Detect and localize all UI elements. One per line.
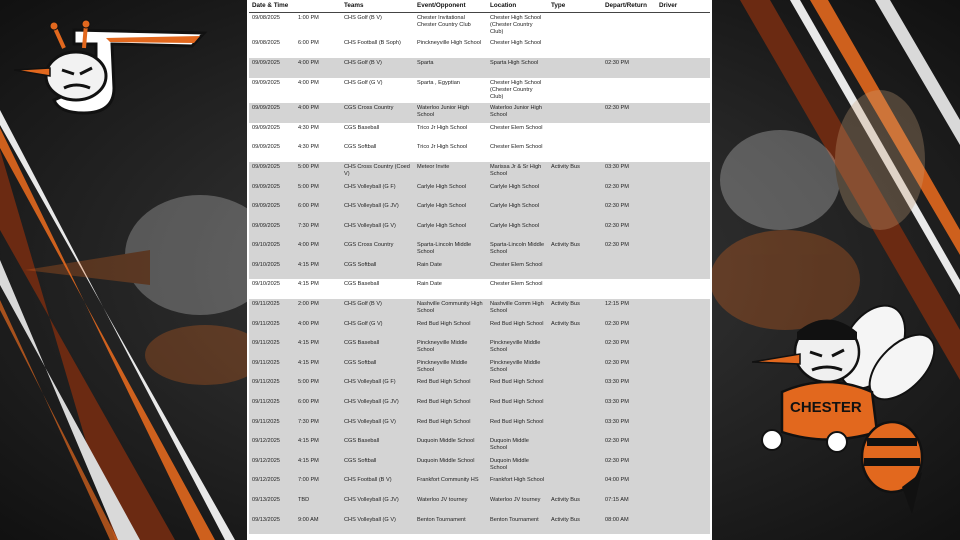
cell-driver [656, 338, 710, 358]
cell-time: 4:00 PM [295, 240, 341, 260]
cell-team: CHS Volleyball (G V) [341, 515, 414, 535]
cell-depart: 02:30 PM [602, 58, 656, 78]
cell-time: 4:15 PM [295, 260, 341, 280]
cell-time: 7:00 PM [295, 475, 341, 495]
table-header-row [249, 0, 710, 13]
cell-driver [656, 417, 710, 437]
cell-depart [602, 123, 656, 143]
cell-depart: 07:15 AM [602, 495, 656, 515]
cell-team: CGS Baseball [344, 281, 380, 288]
cell-date: 09/09/2025 [249, 103, 295, 123]
cell-location: Chester Elem School [490, 281, 543, 288]
cell-location: Waterloo Junior High School [487, 103, 548, 123]
cell-team: CHS Golf (G V) [341, 319, 414, 339]
cell-time: 4:15 PM [295, 338, 341, 358]
cell-type [548, 13, 602, 39]
cell-event: Carlyle High School [414, 201, 487, 221]
cell-event: Rain Date [414, 260, 487, 280]
cell-event: Red Bud High School [414, 319, 487, 339]
cell-driver [656, 279, 710, 299]
cell-date: 09/10/2025 [249, 260, 295, 280]
cell-time: 6:00 PM [295, 201, 341, 221]
cell-type [548, 456, 602, 476]
cell-team: CHS Football (B Soph) [344, 40, 401, 47]
cell-date: 09/11/2025 [249, 299, 295, 319]
cell-team: CHS Golf (B V) [344, 15, 382, 21]
cell-date: 09/10/2025 [249, 240, 295, 260]
cell-date: 09/09/2025 [252, 124, 280, 131]
cell-date: 09/12/2025 [249, 475, 295, 495]
table-row [249, 279, 710, 299]
cell-date: 09/11/2025 [249, 319, 295, 339]
cell-driver [656, 260, 710, 280]
cell-event: Duquoin Middle School [414, 436, 487, 456]
cell-location: Benton Tournament [487, 515, 548, 535]
cell-depart [602, 78, 656, 103]
cell-type [548, 182, 602, 202]
cell-team: CHS Volleyball (G JV) [341, 495, 414, 515]
cell-time: 4:15 PM [295, 358, 341, 378]
cell-driver [656, 475, 710, 495]
cell-depart [602, 279, 656, 299]
cell-time: 7:30 PM [295, 221, 341, 241]
cell-event: Trico Jr High School [417, 124, 468, 131]
cell-team: CGS Softball [341, 456, 414, 476]
cell-location: Chester Elem School [490, 144, 543, 151]
cell-time: TBD [295, 495, 341, 515]
cell-date: 09/11/2025 [249, 377, 295, 397]
table-row [249, 13, 710, 39]
cell-type: Activity Bus [548, 495, 602, 515]
col-event: Event/Opponent [414, 0, 487, 13]
cell-type: Activity Bus [548, 515, 602, 535]
cell-team: CGS Baseball [341, 338, 414, 358]
col-location: Location [487, 0, 548, 13]
cell-date: 09/08/2025 [252, 40, 280, 47]
cell-location: Red Bud High School [487, 417, 548, 437]
cell-driver [656, 436, 710, 456]
table-row [249, 103, 710, 123]
cell-type [548, 123, 602, 143]
cell-type [548, 201, 602, 221]
cell-location: Chester High School [490, 40, 542, 47]
cell-location: Red Bud High School [487, 377, 548, 397]
cell-type: Activity Bus [548, 319, 602, 339]
cell-depart: 02:30 PM [602, 358, 656, 378]
cell-type [548, 103, 602, 123]
cell-date: 09/13/2025 [249, 515, 295, 535]
cell-event: Carlyle High School [414, 221, 487, 241]
cell-location: Chester Elem School [490, 124, 543, 131]
cell-team: CHS Volleyball (G JV) [341, 201, 414, 221]
cell-driver [656, 319, 710, 339]
cell-type [548, 58, 602, 78]
cell-type [548, 436, 602, 456]
cell-depart: 02:30 PM [602, 103, 656, 123]
cell-depart: 02:30 PM [602, 338, 656, 358]
cell-time: 6:00 PM [298, 40, 319, 47]
table-row [249, 338, 710, 358]
cell-time: 4:15 PM [295, 436, 341, 456]
cell-time: 5:00 PM [295, 182, 341, 202]
cell-date: 09/09/2025 [249, 182, 295, 202]
table-row [249, 78, 710, 103]
cell-depart: 02:30 PM [602, 221, 656, 241]
table-row [249, 240, 710, 260]
cell-date: 09/09/2025 [249, 162, 295, 182]
cell-depart: 02:30 PM [602, 319, 656, 339]
cell-driver [656, 142, 710, 162]
cell-location: Red Bud High School [487, 319, 548, 339]
cell-date: 09/12/2025 [249, 436, 295, 456]
cell-time: 5:00 PM [295, 377, 341, 397]
table-row [249, 377, 710, 397]
cell-location: Sparta-Lincoln Middle School [487, 240, 548, 260]
cell-driver [656, 13, 710, 39]
table-row [249, 299, 710, 319]
cell-driver [656, 103, 710, 123]
cell-type [548, 397, 602, 417]
cell-depart: 02:30 PM [602, 456, 656, 476]
cell-type [548, 221, 602, 241]
cell-type [548, 475, 602, 495]
cell-depart [602, 142, 656, 162]
cell-driver [656, 397, 710, 417]
cell-date: 09/11/2025 [249, 358, 295, 378]
cell-event: Rain Date [417, 281, 442, 288]
cell-driver [656, 58, 710, 78]
col-time [295, 0, 341, 13]
cell-driver [656, 38, 710, 58]
cell-location: Red Bud High School [487, 397, 548, 417]
cell-location: Marissa Jr & Sr High School [487, 162, 548, 182]
cell-type [548, 260, 602, 280]
cell-date: 09/08/2025 [252, 15, 280, 21]
cell-team: CHS Volleyball (G V) [341, 417, 414, 437]
cell-team: CGS Cross Country [341, 103, 414, 123]
cell-time: 6:00 PM [295, 397, 341, 417]
cell-time: 4:00 PM [298, 79, 319, 86]
cell-event: Waterloo Junior High School [414, 103, 487, 123]
cell-team: CGS Softball [344, 144, 377, 151]
cell-depart: 08:00 AM [602, 515, 656, 535]
cell-driver [656, 123, 710, 143]
cell-date: 09/11/2025 [249, 397, 295, 417]
cell-location: Chester High School (Chester Country Club) [490, 79, 542, 100]
cell-event: Pinckneyville High School [417, 40, 482, 47]
cell-depart: 03:30 PM [602, 162, 656, 182]
table-row [249, 260, 710, 280]
cell-driver [656, 162, 710, 182]
cell-date: 09/13/2025 [249, 495, 295, 515]
cell-event: Carlyle High School [414, 182, 487, 202]
cell-type [548, 377, 602, 397]
cell-type [548, 279, 602, 299]
cell-team: CHS Volleyball (G V) [341, 221, 414, 241]
hornet-logo [14, 18, 214, 118]
cell-time: 4:30 PM [298, 124, 319, 131]
cell-type [548, 417, 602, 437]
table-row [249, 38, 710, 58]
cell-depart: 02:30 PM [602, 240, 656, 260]
cell-location: Chester High School (Chester Country Club) [490, 15, 542, 36]
cell-depart: 03:30 PM [602, 377, 656, 397]
cell-depart: 03:30 PM [602, 417, 656, 437]
cell-event: Sparta [414, 58, 487, 78]
cell-team: CGS Softball [341, 358, 414, 378]
cell-location: Frankfort High School [487, 475, 548, 495]
table-row [249, 417, 710, 437]
cell-date: 09/12/2025 [249, 456, 295, 476]
cell-driver [656, 240, 710, 260]
table-row [249, 436, 710, 456]
table-row [249, 123, 710, 143]
cell-location: Carlyle High School [487, 221, 548, 241]
col-driver: Driver [656, 0, 710, 13]
cell-driver [656, 201, 710, 221]
table-row [249, 221, 710, 241]
cell-date: 09/11/2025 [249, 417, 295, 437]
cell-date: 09/09/2025 [249, 221, 295, 241]
cell-team: CHS Golf (B V) [341, 58, 414, 78]
col-type: Type [548, 0, 602, 13]
cell-time: 5:00 PM [295, 162, 341, 182]
schedule-document [247, 0, 712, 540]
cell-type [548, 338, 602, 358]
cell-location: Chester Elem School [487, 260, 548, 280]
cell-team: CGS Softball [341, 260, 414, 280]
cell-type [548, 142, 602, 162]
cell-event: Chester Invitational Chester Country Club [417, 15, 471, 29]
cell-event: Waterloo JV tourney [414, 495, 487, 515]
cell-team: CGS Baseball [341, 436, 414, 456]
cell-team: CGS Cross Country [341, 240, 414, 260]
table-row [249, 495, 710, 515]
cell-time: 9:00 AM [295, 515, 341, 535]
cell-event: Meteor Invite [414, 162, 487, 182]
cell-location: Pinckneyville Middle School [487, 338, 548, 358]
cell-location: Duquoin Middle School [487, 436, 548, 456]
cell-event: Red Bud High School [414, 377, 487, 397]
cell-driver [656, 456, 710, 476]
table-row [249, 515, 710, 535]
cell-driver [656, 299, 710, 319]
cell-depart: 02:30 PM [602, 182, 656, 202]
hornet-mascot [752, 292, 942, 517]
cell-time: 4:00 PM [295, 319, 341, 339]
table-row [249, 456, 710, 476]
cell-driver [656, 182, 710, 202]
cell-depart [602, 13, 656, 39]
cell-driver [656, 358, 710, 378]
cell-depart [602, 38, 656, 58]
cell-time: 4:15 PM [298, 281, 319, 288]
cell-event: Trico Jr High School [417, 144, 468, 151]
cell-time: 2:00 PM [295, 299, 341, 319]
cell-team: CHS Volleyball (G JV) [341, 397, 414, 417]
cell-event: Nashville Community High School [414, 299, 487, 319]
cell-driver [656, 515, 710, 535]
cell-event: Red Bud High School [414, 417, 487, 437]
cell-depart: 12:15 PM [602, 299, 656, 319]
cell-type: Activity Bus [548, 240, 602, 260]
mascot-chester-text: CHESTER [790, 399, 862, 416]
table-row [249, 319, 710, 339]
cell-depart [602, 260, 656, 280]
cell-driver [656, 377, 710, 397]
cell-team: CHS Volleyball (G F) [341, 182, 414, 202]
cell-location: Pinckneyville Middle School [487, 358, 548, 378]
cell-time: 4:00 PM [295, 103, 341, 123]
cell-type [548, 38, 602, 58]
table-row [249, 358, 710, 378]
cell-depart: 03:30 PM [602, 397, 656, 417]
cell-location: Carlyle High School [487, 201, 548, 221]
table-row [249, 475, 710, 495]
cell-event: Pinckneyville Middle School [414, 358, 487, 378]
cell-event: Duquoin Middle School [414, 456, 487, 476]
cell-depart: 04:00 PM [602, 475, 656, 495]
cell-date: 09/09/2025 [252, 79, 280, 86]
cell-date: 09/09/2025 [249, 58, 295, 78]
cell-time: 1:00 PM [298, 15, 319, 21]
cell-driver [656, 495, 710, 515]
cell-time: 4:30 PM [298, 144, 319, 151]
cell-time: 4:15 PM [295, 456, 341, 476]
table-row [249, 182, 710, 202]
col-date-time: Date & Time [249, 0, 295, 13]
cell-location: Carlyle High School [487, 182, 548, 202]
cell-team: CHS Football (B V) [341, 475, 414, 495]
cell-event: Sparta-Lincoln Middle School [414, 240, 487, 260]
cell-event: Frankfort Community HS [414, 475, 487, 495]
table-row [249, 201, 710, 221]
cell-type: Activity Bus [548, 299, 602, 319]
table-row [249, 142, 710, 162]
cell-team: CHS Volleyball (G F) [341, 377, 414, 397]
cell-team: CGS Baseball [344, 124, 380, 131]
cell-event: Sparta , Egyptian [417, 79, 460, 86]
col-teams: Teams [341, 0, 414, 13]
table-row [249, 58, 710, 78]
schedule-table [249, 0, 710, 534]
cell-team: CHS Golf (B V) [341, 299, 414, 319]
cell-team: CHS Golf (G V) [344, 79, 383, 86]
cell-date: 09/09/2025 [249, 201, 295, 221]
cell-team: CHS Cross Country (Coed V) [341, 162, 414, 182]
cell-event: Benton Tournament [414, 515, 487, 535]
cell-location: Nashville Comm High School [487, 299, 548, 319]
cell-time: 7:30 PM [295, 417, 341, 437]
table-row [249, 162, 710, 182]
cell-date: 09/10/2025 [252, 281, 280, 288]
cell-driver [656, 78, 710, 103]
cell-date: 09/11/2025 [249, 338, 295, 358]
cell-type [548, 358, 602, 378]
cell-driver [656, 221, 710, 241]
cell-depart: 02:30 PM [602, 436, 656, 456]
cell-location: Duquoin Middle School [487, 456, 548, 476]
col-depart-return: Depart/Return [602, 0, 656, 13]
cell-type [548, 78, 602, 103]
cell-location: Waterloo JV tourney [487, 495, 548, 515]
cell-type: Activity Bus [548, 162, 602, 182]
cell-event: Pinckneyville Middle School [414, 338, 487, 358]
cell-location: Sparta High School [487, 58, 548, 78]
cell-time: 4:00 PM [295, 58, 341, 78]
cell-event: Red Bud High School [414, 397, 487, 417]
table-row [249, 397, 710, 417]
cell-date: 09/09/2025 [252, 144, 280, 151]
cell-depart: 02:30 PM [602, 201, 656, 221]
